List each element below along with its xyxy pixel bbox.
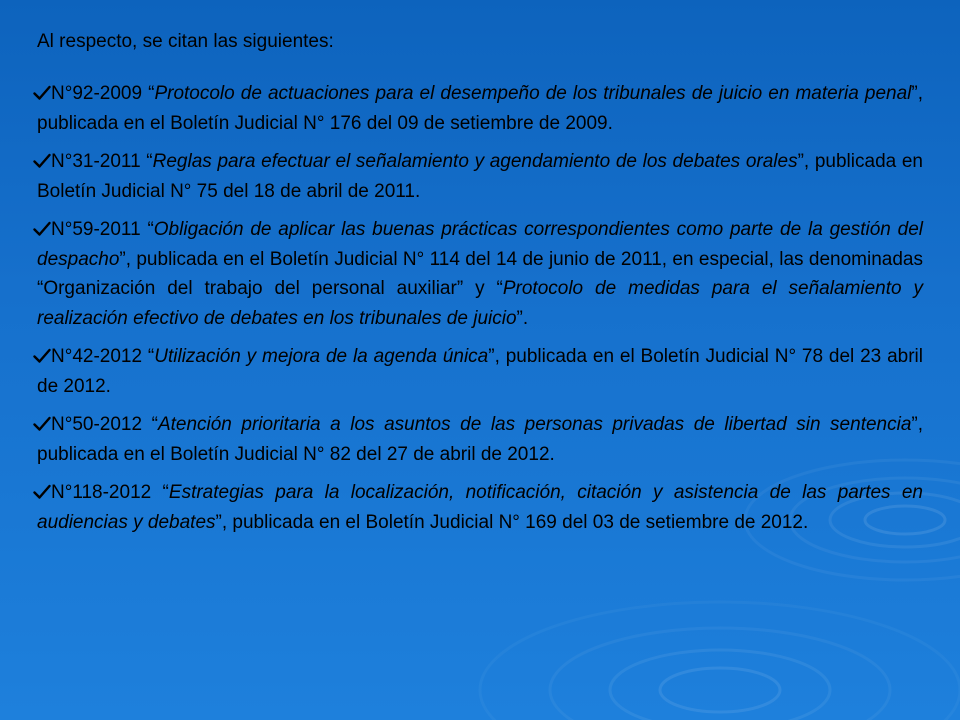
- check-icon: [33, 416, 51, 432]
- item-number: N°118-2012: [51, 482, 152, 503]
- item-number: N°31-2011: [51, 151, 141, 172]
- item-title: Utilización y mejora de la agenda única: [154, 346, 489, 367]
- check-icon: [33, 85, 51, 101]
- list-item: N°31-2011 “Reglas para efectuar el señalamiento y agendamiento de los debates orales”, publicada en Boletín Judicial N° 75 del 18 de abril de 2011.: [37, 147, 923, 206]
- intro-text: Al respecto, se citan las siguientes:: [37, 31, 334, 52]
- item-title: Reglas para efectuar el señalamiento y agendamiento de los debates orales: [152, 151, 798, 172]
- item-detail-end: ”.: [516, 307, 529, 329]
- item-title: Estrategias para la localización, notificación, citación y asistencia de las partes en audiencias y debates: [37, 482, 923, 533]
- item-detail: , publicada en el Boletín Judicial N° 176 del 09 de setiembre de 2009.: [37, 83, 923, 134]
- item-detail: , publicada en el Boletín Judicial N° 78 del 23 abril de 2012.: [37, 346, 923, 397]
- list-item: N°118-2012 “Estrategias para la localización, notificación, citación y asistencia de las partes en audiencias y debates”, publicada en el Boletín Judicial N° 169 del 03 de setiembre de 2012.: [37, 478, 923, 537]
- check-icon: [33, 348, 51, 364]
- list-item: N°92-2009 “Protocolo de actuaciones para el desempeño de los tribunales de juicio en materia penal”, publicada en el Boletín Judicial N° 176 del 09 de setiembre de 2009.: [37, 79, 923, 138]
- item-detail: , publicada en Boletín Judicial N° 75 del 18 de abril de 2011.: [37, 151, 923, 202]
- check-icon: [33, 484, 51, 500]
- list-item: N°59-2011 “Obligación de aplicar las buenas prácticas correspondientes como parte de la gestión del despacho”, publicada en el Boletín Judicial N° 114 del 14 de junio de 2011, en especial, las denominadas “Organización del trabajo del personal auxiliar” y “Protocolo de medidas para el señalamiento y realización efectivo de debates en los tribunales de juicio”.: [37, 215, 923, 333]
- item-title: Atención prioritaria a los asuntos de las personas privadas de libertad sin sentencia: [157, 414, 912, 435]
- check-icon: [33, 153, 51, 169]
- content: [37, 28, 923, 546]
- list-item: N°50-2012 “Atención prioritaria a los asuntos de las personas privadas de libertad sin sentencia”, publicada en el Boletín Judicial N° 82 del 27 de abril de 2012.: [37, 410, 923, 469]
- item-title: Obligación de aplicar las buenas prácticas correspondientes como parte de la gestión del despacho: [37, 219, 924, 270]
- item-title-secondary: Protocolo de medidas para el señalamiento y realización efectivo de debates en los tribunales de juicio: [37, 278, 923, 329]
- item-number: N°92-2009: [51, 83, 143, 104]
- list-item: N°42-2012 “Utilización y mejora de la agenda única”, publicada en el Boletín Judicial N° 78 del 23 abril de 2012.: [37, 342, 923, 401]
- item-number: N°50-2012: [51, 414, 143, 435]
- item-detail: , publicada en el Boletín Judicial N° 169 del 03 de setiembre de 2012.: [221, 511, 809, 533]
- item-number: N°59-2011: [51, 219, 141, 240]
- item-title: Protocolo de actuaciones para el desempeño de los tribunales de juicio en materia penal: [154, 83, 912, 104]
- item-detail: , publicada en el Boletín Judicial N° 114 del 14 de junio de 2011, en especial, las denominadas “Organización del trabajo del personal auxiliar” y “: [37, 248, 923, 299]
- item-detail: , publicada en el Boletín Judicial N° 82 del 27 de abril de 2012.: [37, 414, 923, 465]
- check-icon: [33, 221, 51, 237]
- item-number: N°42-2012: [51, 346, 143, 367]
